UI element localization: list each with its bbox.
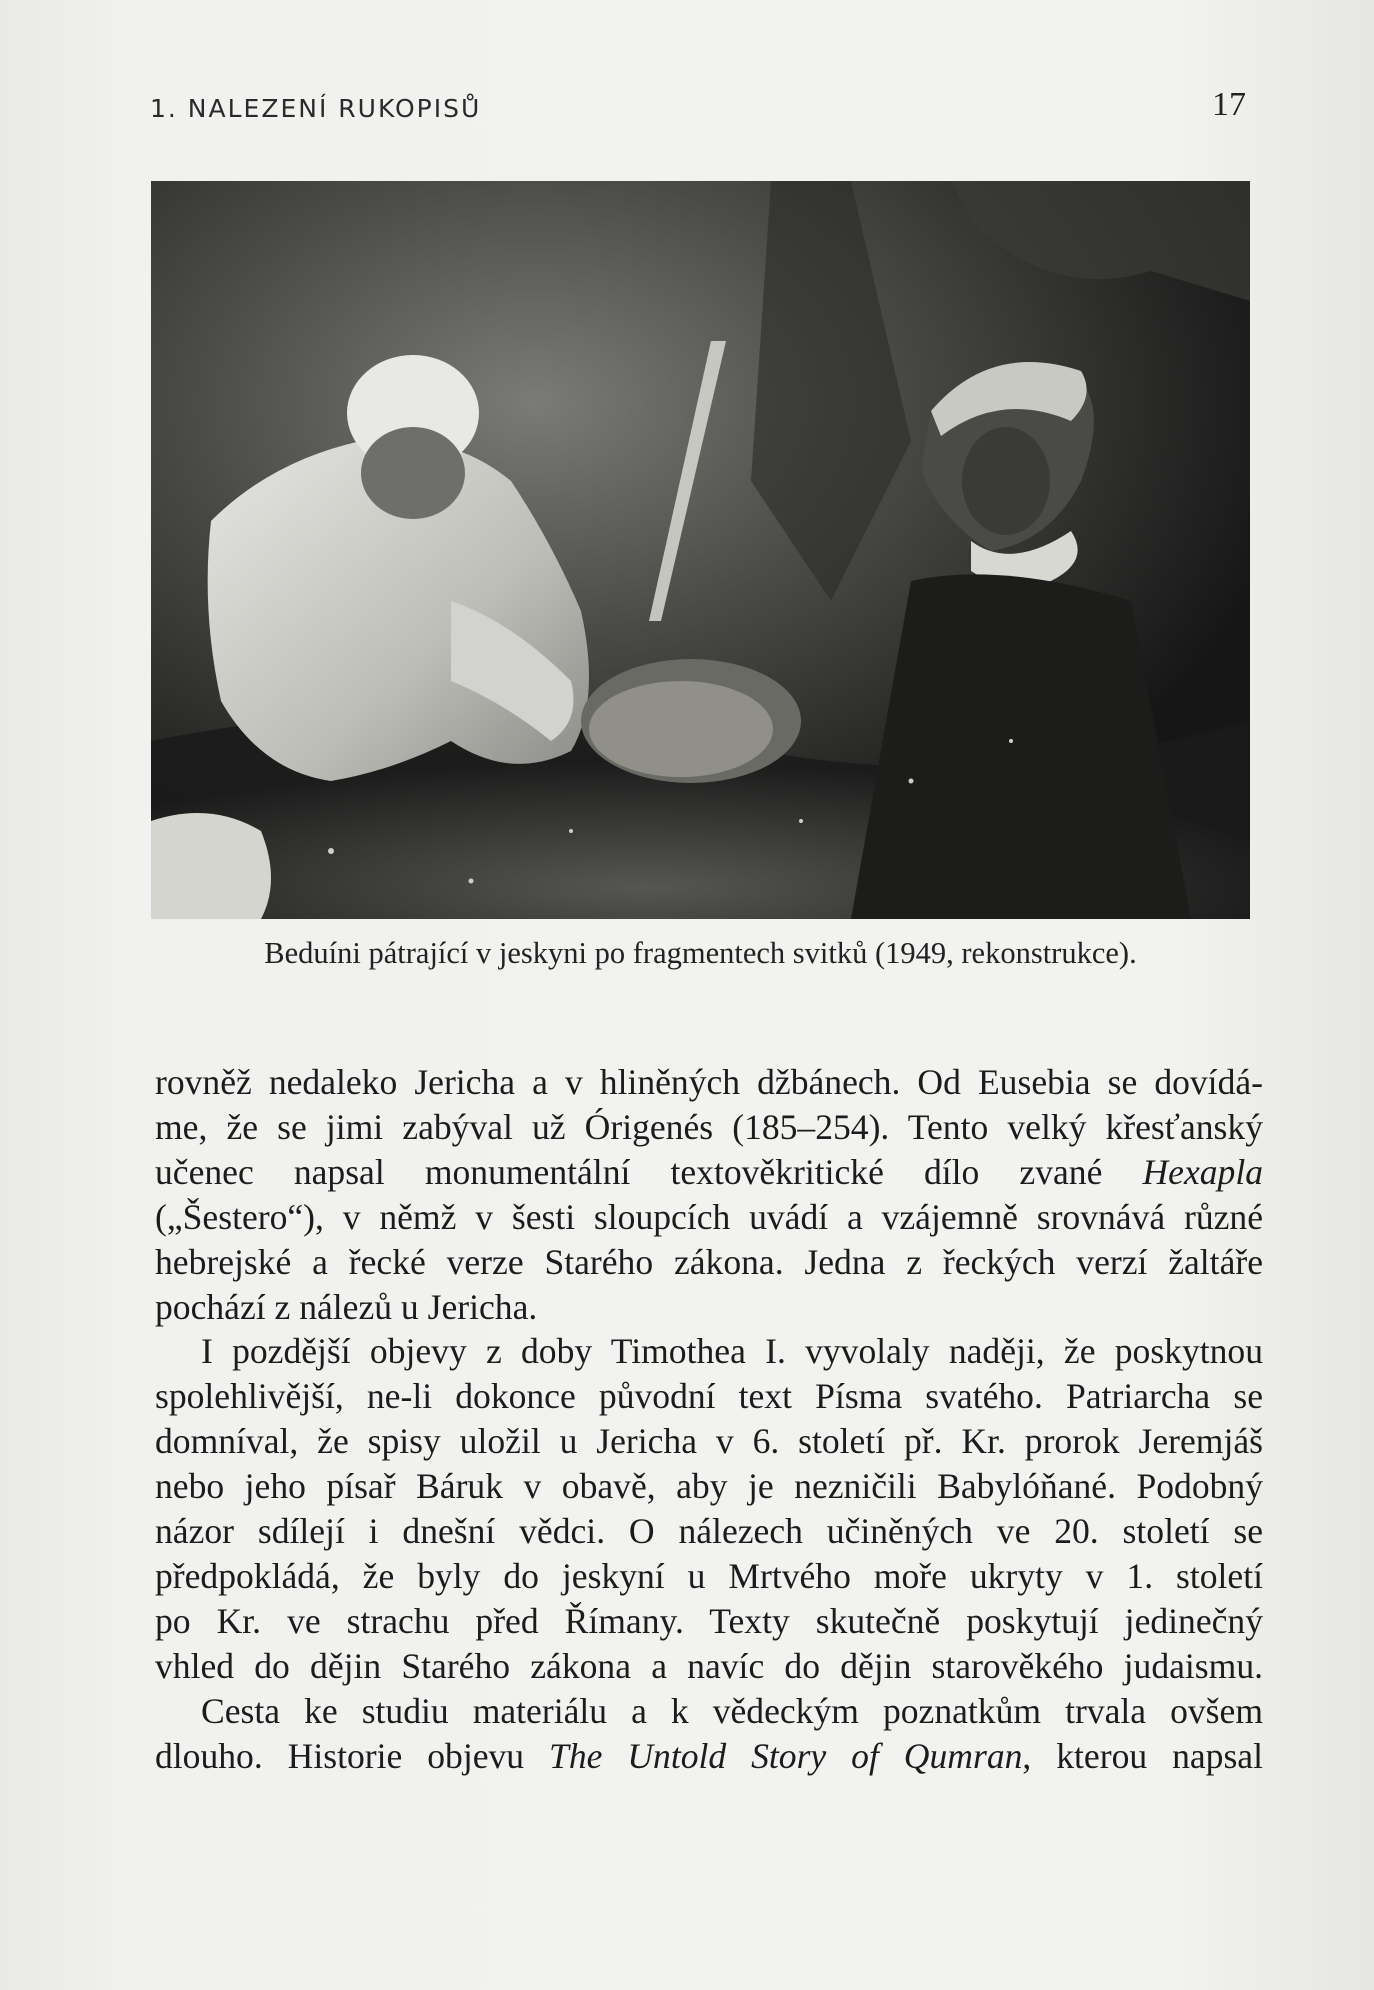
text-line: Cesta ke studiu materiálu a k vědeckým poznatkům trvala ovšem [201,1690,1263,1731]
text-line: názor sdílejí i dnešní vědci. O nálezech učiněných ve 20. století se [155,1511,1263,1552]
text-segment: , kterou napsal [1022,1735,1263,1776]
text-line: („Šestero“), v němž v šesti sloupcích uvádí a vzájemně srovnává různé [155,1196,1263,1237]
italic-title-hexapla: Hexapla [1142,1151,1263,1192]
running-head: 1. NALEZENÍ RUKOPISŮ [150,94,482,123]
text-line: I pozdější objevy z doby Timothea I. vyvolaly naději, že poskytnou [201,1331,1263,1372]
figure-caption: Beduíni pátrající v jeskyni po fragmentech svitků (1949, rekonstrukce). [264,936,1137,970]
text-line: rovněž nedaleko Jericha a v hliněných džbánech. Od Eusebia se dovídá- [155,1062,1263,1102]
text-line: vhled do dějin Starého zákona a navíc do dějin starověkého judaismu. [155,1645,1263,1686]
text-line [155,1150,1263,1195]
body-text [155,1060,1263,1779]
italic-book-title: The Untold Story of Qumran [549,1735,1023,1776]
text-line: me, že se jimi zabýval už Órigenés (185–254). Tento velký křesťanský [155,1106,1263,1147]
text-line: po Kr. ve strachu před Římany. Texty skutečně poskytují jedinečný [155,1600,1263,1641]
text-line [155,1734,1263,1779]
text-line: nebo jeho písař Báruk v obavě, aby je nezničili Babylóňané. Podobný [155,1466,1263,1507]
text-segment: dlouho. Historie objevu [155,1735,550,1776]
text-line: hebrejské a řecké verze Starého zákona. Jedna z řeckých verzí žaltáře [155,1241,1263,1282]
figure-photo [151,181,1250,919]
photo-bedouins-in-cave-icon [151,181,1250,919]
text-line: spolehlivější, ne-li dokonce původní text Písma svatého. Patriarcha se [155,1376,1263,1417]
text-segment: učenec napsal monumentální textověkritické dílo zvané [155,1151,1143,1192]
text-line: pochází z nálezů u Jericha. [155,1286,538,1327]
text-line: předpokládá, že byly do jeskyní u Mrtvého moře ukryty v 1. století [155,1555,1263,1596]
page-number: 17 [1212,86,1246,123]
text-line: domníval, že spisy uložil u Jericha v 6. století př. Kr. prorok Jeremjáš [155,1421,1263,1462]
